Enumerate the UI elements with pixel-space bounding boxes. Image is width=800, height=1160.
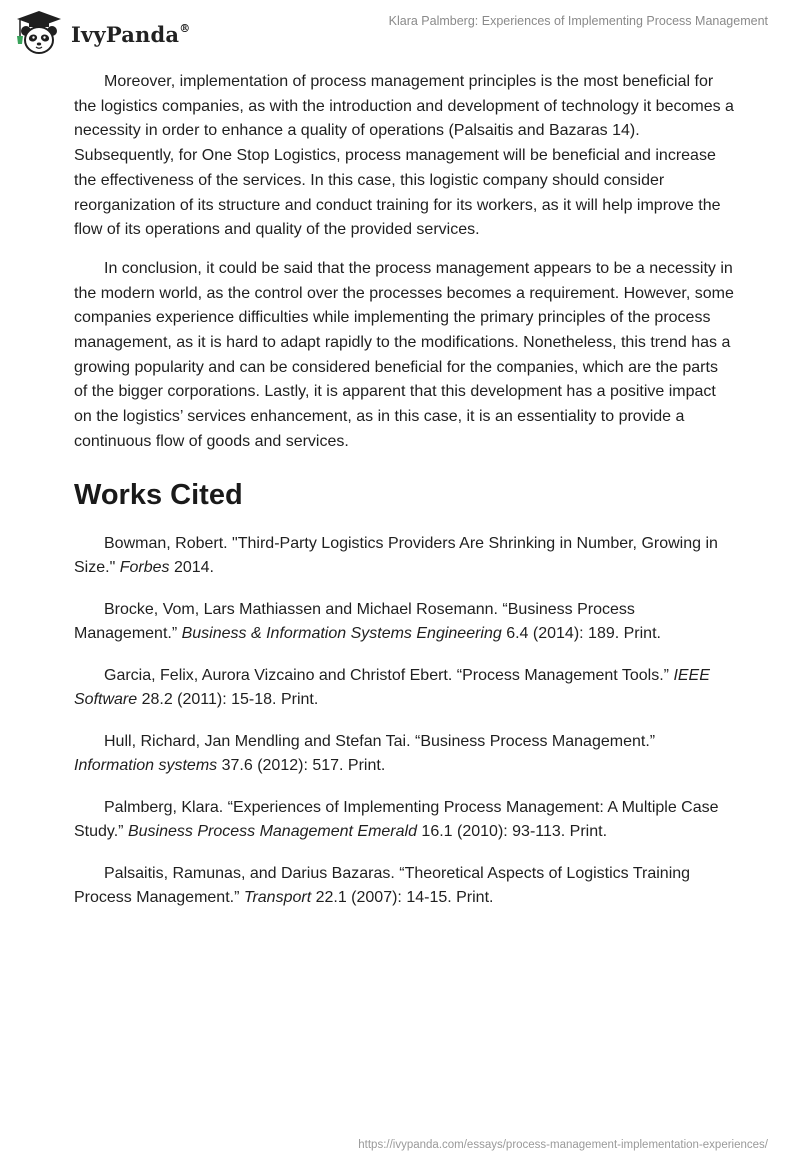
body-paragraph: Moreover, implementation of process management principles is the most beneficial for the logistics companies, as with the introduction and development of technology it becomes a necessity in order to enhance a quality of operations (Palsaitis and Bazaras 14). Subsequently, for One Stop Logistics, process management will be beneficial and increase the effectiveness of the services. In this case, this logistic company should consider reorganization of its structure and conduct training for its workers, as it will help improve the flow of its operations and quality of the provided services. xyxy=(74,73,734,239)
logo-wordmark: IvyPanda® xyxy=(71,21,191,47)
ivypanda-logo[interactable] xyxy=(14,10,190,56)
essay-content xyxy=(74,70,734,928)
page-header xyxy=(0,0,800,64)
works-cited-heading: Works Cited xyxy=(74,478,243,511)
reference-item: Hull, Richard, Jan Mendling and Stefan Tai. “Business Process Management.” Information systems 37.6 (2012): 517. Print. xyxy=(74,732,656,775)
reference-item: Brocke, Vom, Lars Mathiassen and Michael Rosemann. “Business Process Management.” Business & Information Systems Engineering 6.4 (2014): 189. Print. xyxy=(74,600,661,643)
running-head: Klara Palmberg: Experiences of Implementing Process Management xyxy=(388,14,768,28)
reference-item: Palsaitis, Ramunas, and Darius Bazaras. “Theoretical Aspects of Logistics Training Process Management.” Transport 22.1 (2007): 14-15. Print. xyxy=(74,864,691,907)
panda-graduate-icon xyxy=(14,10,64,56)
reference-item: Bowman, Robert. "Third-Party Logistics Providers Are Shrinking in Number, Growing in Size." Forbes 2014. xyxy=(74,534,718,577)
source-url-link[interactable]: https://ivypanda.com/essays/process-management-implementation-experiences/ xyxy=(358,1139,768,1151)
reference-item: Palmberg, Klara. “Experiences of Implementing Process Management: A Multiple Case Study.” Business Process Management Emerald 16.1 (2010): 93-113. Print. xyxy=(74,798,719,841)
reference-item: Garcia, Felix, Aurora Vizcaino and Christof Ebert. “Process Management Tools.” IEEE Software 28.2 (2011): 15-18. Print. xyxy=(74,666,710,709)
body-paragraph: In conclusion, it could be said that the process management appears to be a necessity in the modern world, as the control over the processes becomes a requirement. However, some companies experience difficulties while implementing the primary principles of the process management, as it is hard to adapt rapidly to the modifications. Nonetheless, this trend has a growing popularity and can be considered beneficial for the companies, which are the parts of the bigger corporations. Lastly, it is apparent that this development has a positive impact on the logistics’ services enhancement, as in this case, it is an essentiality to provide a continuous flow of goods and services. xyxy=(74,259,734,450)
